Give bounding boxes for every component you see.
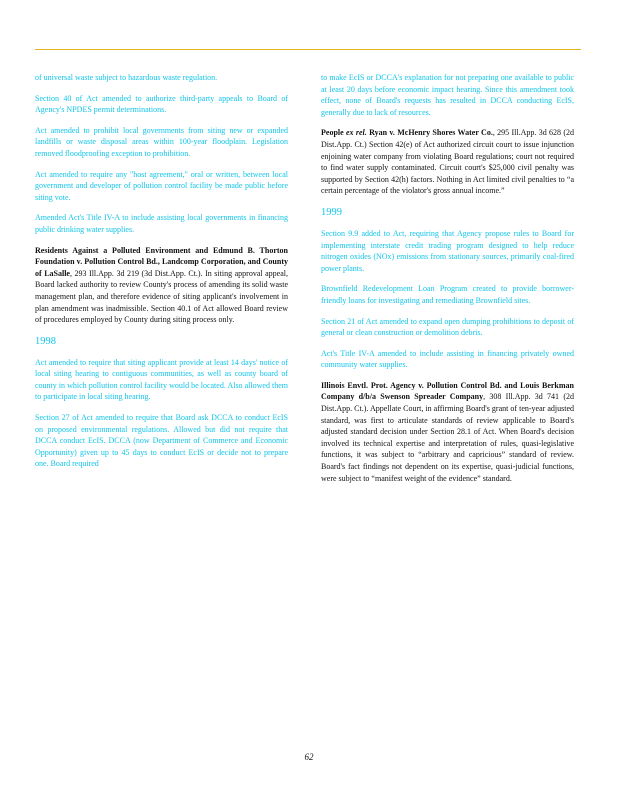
case-text: , 308 Ill.App. 3d 741 (2d Dist.App. Ct.). Appellate Court, in affirming Board's grant of ten-year adjusted standard, was first to articulate standards of review applicable to Board's adjusted standard decision under Section 28.1 of Act. When Board's decision involved its technical expertise and interpretation of rules, quasi-legislative functions, it was subject to “arbitrary and capricious” standard of review. Board's fact findings not dependent on its expertise, quasi-judicial functions, were subject to “manifest weight of the evidence” standard.: [321, 392, 574, 483]
text-floodplain: Act amended to prohibit local governments from siting new or expanded landfills or waste disposal areas within 100-year floodplain. Legislation removed floodproofing exception to prohibition.: [35, 125, 288, 158]
text-section-9-9: Section 9.9 added to Act, requiring that Agency propose rules to Board for implementing interstate credit trading program designed to help reduce nitrogen oxides (NOx) emissions from stationary sources, primarily coal-fired power plants.: [321, 228, 574, 273]
case-residents-against: [35, 245, 288, 326]
text-section-27: Section 27 of Act amended to require that Board ask DCCA to conduct EcIS on proposed environmental regulations. Allowed but did not require that DCCA conduct EcIS. DCCA (now Department of Commerce and Economic Opportunity) given up to 45 days to conduct EcIS or decide not to prepare one. Board required: [35, 413, 288, 469]
year-heading-1999: 1999: [321, 206, 342, 218]
text-siting-notice: Act amended to require that siting applicant provide at least 14 days' notice of local siting hearing to contiguous communities, as well as county board of county in which pollution control facility would be located. Also allowed them to participate in local siting hearing.: [35, 357, 288, 402]
page-number: 62: [304, 752, 314, 762]
text-ecis-availability: to make EcIS or DCCA's explanation for not preparing one available to public at least 20 days before economic impact hearing. Since this amendment took effect, none of Board's requests has resulted in DCCA conducting EcIS, generally due to lack of resources.: [321, 73, 574, 117]
case-title: Illinois Envtl. Prot. Agency v. Pollution Control Bd. and Louis Berkman Company d/b/a Swenson Spreader Company: [321, 380, 574, 402]
case-text: , 293 Ill.App. 3d 219 (3d Dist.App. Ct.). In siting approval appeal, Board lacked authority to review County's process of amending its solid waste management plan, and therefore evidence of siting applicant's involvement in plan amendment was inadmissible. Section 40.1 of Act allowed Board review of procedures employed by County during siting process only.: [35, 268, 288, 325]
year-heading-1998: 1998: [35, 335, 56, 347]
header-rule: [35, 49, 581, 50]
text-section-21: Section 21 of Act amended to expand open dumping prohibitions to deposit of general or clean construction or demolition debris.: [321, 316, 574, 338]
case-text: , 295 Ill.App. 3d 628 (2d Dist.App. Ct.) Section 42(e) of Act authorized circuit court to issue injunction enjoining water company from violating Board regulations; court not required to find water supply contaminated. Circuit court's $25,000 civil penalty was supported by Section 42(h) factors. Nothing in Act limited civil penalties to “a certain percentage of the violator's gross annual income.”: [321, 128, 574, 196]
text-title-iva: Amended Act's Title IV-A to include assisting local governments in financing public drinking water supplies.: [35, 213, 288, 234]
case-iepa-berkman: [321, 380, 574, 484]
text-universal-waste: of universal waste subject to hazardous waste regulation.: [35, 73, 218, 82]
case-title: People: [321, 128, 344, 138]
left-column: [35, 72, 288, 479]
text-section-40: Section 40 of Act amended to authorize third-party appeals to Board of Agency's NPDES permit determinations.: [35, 93, 288, 115]
case-title-ex-rel: ex rel.: [343, 128, 370, 138]
text-brownfield: Brownfield Redevelopment Loan Program created to provide borrower-friendly loans for investigating and remediating Brownfield sites.: [321, 284, 574, 305]
case-people-ryan: [321, 127, 574, 197]
case-title: Ryan v. McHenry Shores Water Co.: [369, 128, 493, 138]
case-title: Residents Against a Polluted Environment and Edmund B. Thorton Foundation v. Pollution Control Bd., Landcomp Corporation, and County of LaSalle: [35, 245, 288, 278]
text-title-iva-amended: Act's Title IV-A amended to include assisting in financing privately owned community water supplies.: [321, 348, 574, 370]
text-host-agreement: Act amended to require any "host agreement," oral or written, between local government and developer of pollution control facility be made public before siting vote.: [35, 169, 288, 202]
right-column: [321, 72, 574, 493]
